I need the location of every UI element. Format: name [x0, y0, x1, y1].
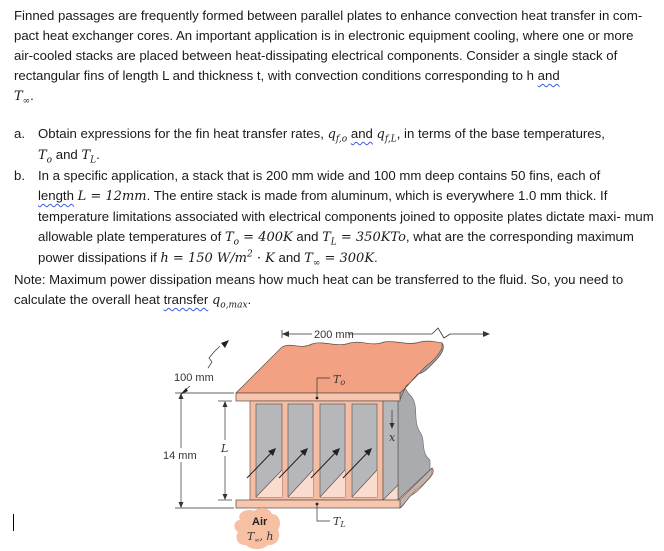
- width-label: 200 mm: [314, 329, 354, 341]
- list-marker: a.: [14, 126, 25, 141]
- depth-label: 100 mm: [174, 372, 214, 384]
- note-paragraph: Note: Maximum power dissipation means how much heat can be transferred to the fluid. So, you need to calculate the overall heat transfer $q_{o,max}$.: [14, 272, 624, 311]
- bottom-temperature-label: TL: [333, 515, 346, 529]
- list-marker: b.: [14, 168, 25, 183]
- problem-intro: Finned passages are frequently formed between parallel plates to enhance convection heat transfer in com- pact heat exchanger cores. An important application is in electronic equipment cooling, where one or more air-cooled stacks are placed between heat-dissipating electrical components. Consider a single stack of rectangular fins of length L and thickness t, with convection conditions corresponding to h and $T_\infty$.: [14, 8, 643, 107]
- air-conditions: T∞, h: [247, 530, 274, 544]
- x-axis-label: x: [389, 431, 396, 444]
- top-temperature-label: To: [333, 373, 346, 387]
- t-infinity: $T_\infty$: [14, 89, 31, 107]
- part-b: b. In a specific application, a stack that is 200 mm wide and 100 mm deep contains 50 fins, each of length L = 12mm. The entire stack is made from aluminum, which is everywhere 1.0 mm thick. If temperature limitations associated with electrical components joined to opposite plates dictate maxi- mum allowable plate temperatures of $T_o = 400K$ and $T_L = 350KTo$, what are the corresponding maximum power dissipations if h = 150 $W/m^2 \cdot K$ and $T_\infty = 300K$.: [14, 168, 654, 269]
- width-dimension: [282, 328, 483, 338]
- height-label: 14 mm: [163, 450, 197, 462]
- air-label: Air: [252, 516, 268, 528]
- fin-length-label: L: [221, 442, 229, 455]
- part-a: a. Obtain expressions for the fin heat transfer rates, $q_{f,o}$ and $q_{f,L}$, in terms of the base temperatures, $T_o$ and $T_L$.: [14, 126, 605, 166]
- spellcheck-and: and: [537, 68, 560, 83]
